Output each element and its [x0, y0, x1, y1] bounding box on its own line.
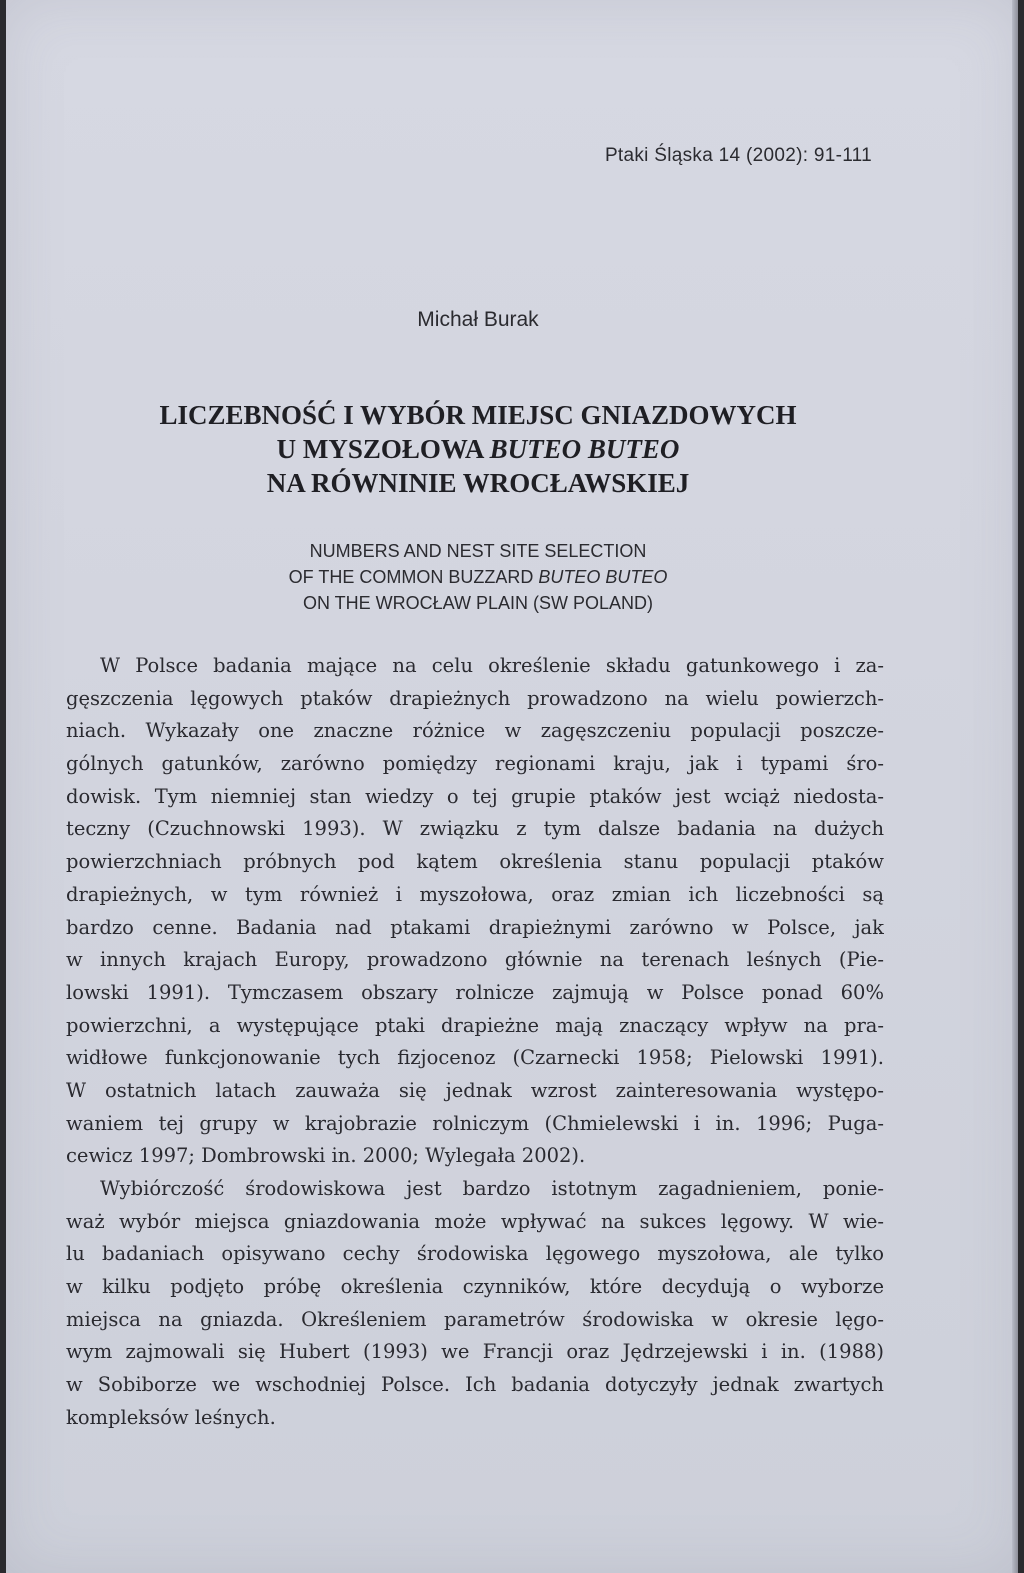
text-line: powierzchni, a występujące ptaki drapieżne mają znaczący wpływ na pra- — [66, 1013, 884, 1037]
text-line: niach. Wykazały one znaczne różnice w zagęszczeniu populacji poszcze- — [66, 719, 884, 743]
text-line: kompleksów leśnych. — [66, 1405, 276, 1429]
article-title — [66, 398, 890, 500]
text-line: W ostatnich latach zauważa się jednak wzrost zainteresowania występo- — [66, 1078, 884, 1102]
subtitle-line-1: NUMBERS AND NEST SITE SELECTION — [309, 541, 647, 561]
title-line-2 — [66, 432, 890, 466]
subtitle-line-2-prefix: OF THE COMMON BUZZARD — [288, 567, 539, 587]
text-line: w innych krajach Europy, prowadzono głównie na terenach leśnych (Pie- — [66, 948, 884, 972]
text-line: gęszczenia lęgowych ptaków drapieżnych prowadzono na wielu powierzch- — [66, 686, 884, 710]
text-line: W Polsce badania mające na celu określenie składu gatunkowego i za- — [100, 654, 884, 677]
text-line: teczny (Czuchnowski 1993). W związku z tym dalsze badania na dużych — [66, 817, 884, 841]
text-line: lu badaniach opisywano cechy środowiska lęgowego myszołowa, ale tylko — [66, 1242, 884, 1266]
body-text — [66, 650, 884, 1435]
text-line: wym zajmowali się Hubert (1993) we Francji oraz Jędrzejewski i in. (1988) — [66, 1340, 884, 1364]
paragraph — [66, 1173, 884, 1435]
english-title — [66, 538, 890, 616]
title-line-1: LICZEBNOŚĆ I WYBÓR MIEJSC GNIAZDOWYCH — [159, 400, 797, 430]
journal-reference: Ptaki Śląska 14 (2002): 91-111 — [604, 145, 872, 166]
title-line-2-prefix: U MYSZOŁOWA — [276, 434, 490, 464]
text-line: waniem tej grupy w krajobrazie rolniczym (Chmielewski i in. 1996; Puga- — [66, 1111, 884, 1135]
title-line-3: NA RÓWNINIE WROCŁAWSKIEJ — [266, 468, 690, 498]
text-line: Wybiórczość środowiskowa jest bardzo istotnym zagadnieniem, ponie- — [100, 1177, 884, 1200]
author-name: Michał Burak — [417, 308, 539, 331]
subtitle-line-2 — [66, 564, 890, 590]
title-species-name: BUTEO BUTEO — [489, 434, 680, 464]
text-line: drapieżnych, w tym również i myszołowa, oraz zmian ich liczebności są — [66, 882, 884, 906]
text-line: bardzo cenne. Badania nad ptakami drapieżnymi zarówno w Polsce, jak — [66, 915, 884, 939]
paragraph — [66, 650, 884, 1173]
text-line: lowski 1991). Tymczasem obszary rolnicze zajmują w Polsce ponad 60% — [66, 980, 884, 1004]
text-line: powierzchniach próbnych pod kątem określenia stanu populacji ptaków — [66, 850, 884, 874]
subtitle-species-name: BUTEO BUTEO — [538, 567, 668, 587]
text-line: w kilku podjęto próbę określenia czynników, które decydują o wyborze — [66, 1275, 884, 1299]
page-edge — [1012, 0, 1018, 1573]
text-line: gólnych gatunków, zarówno pomiędzy regionami kraju, jak i typami śro- — [66, 752, 884, 776]
text-line: cewicz 1997; Dombrowski in. 2000; Wylegała 2002). — [66, 1144, 586, 1168]
text-line: w Sobiborze we wschodniej Polsce. Ich badania dotyczyły jednak zwartych — [66, 1373, 884, 1397]
text-line: dowisk. Tym niemniej stan wiedzy o tej grupie ptaków jest wciąż niedosta- — [66, 784, 884, 808]
text-line: waż wybór miejsca gniazdowania może wpływać na sukces lęgowy. W wie- — [66, 1209, 884, 1233]
text-line: miejsca na gniazda. Określeniem parametrów środowiska w okresie lęgo- — [66, 1307, 884, 1331]
paper-page — [6, 0, 1018, 1573]
subtitle-line-3: ON THE WROCŁAW PLAIN (SW POLAND) — [302, 593, 654, 613]
text-line: widłowe funkcjonowanie tych fizjocenoz (Czarnecki 1958; Pielowski 1991). — [66, 1046, 884, 1070]
